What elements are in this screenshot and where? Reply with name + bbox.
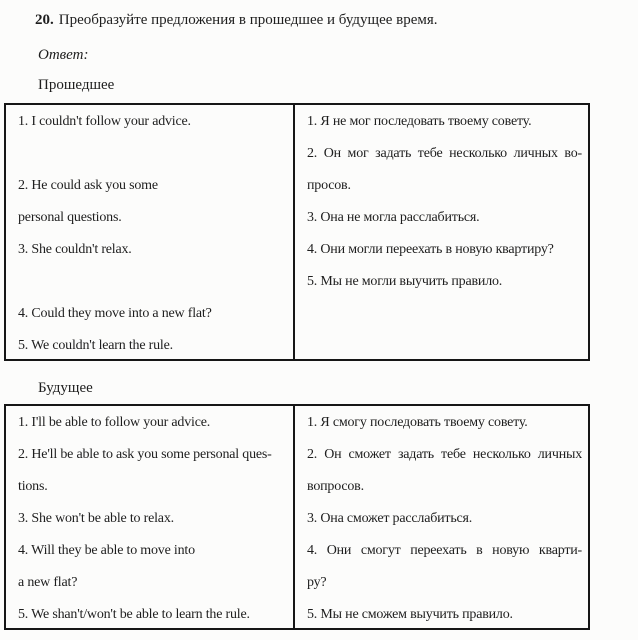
english-line: 1. I'll be able to follow your advice. [18, 415, 211, 430]
russian-line: 3. Она не могла расслабиться. [307, 210, 480, 225]
english-line: personal questions. [18, 210, 122, 225]
answer-label: Ответ: [38, 47, 89, 63]
english-line: 4. Will they be able to move into [18, 543, 195, 558]
russian-line: ру? [307, 575, 327, 590]
past-russian-column [295, 105, 588, 359]
english-line: 5. We shan't/won't be able to learn the rule. [18, 607, 250, 622]
task-number: 20. [35, 12, 54, 28]
task-text: Преобразуйте предложения в прошедшее и будущее время. [58, 12, 438, 28]
russian-line: 4. Они смогут переехать в новую кварти- [307, 543, 582, 558]
russian-line: 5. Мы не сможем выучить правило. [307, 607, 513, 622]
english-line: a new flat? [18, 575, 78, 590]
english-line: 5. We couldn't learn the rule. [18, 338, 173, 353]
english-line: 3. She won't be able to relax. [18, 511, 174, 526]
future-english-column [6, 406, 295, 628]
russian-line: 1. Я не мог последовать твоему совету. [307, 114, 532, 129]
english-line [18, 138, 287, 170]
future-section-heading: Будущее [38, 380, 93, 396]
russian-line: 2. Он мог задать тебе несколько личных во- [307, 146, 582, 161]
english-line: 1. I couldn't follow your advice. [18, 114, 191, 129]
english-line: 2. He could ask you some [18, 178, 158, 193]
russian-line: 5. Мы не могли выучить правило. [307, 274, 503, 289]
past-english-column [6, 105, 295, 359]
task-title [35, 9, 438, 31]
russian-line: 3. Она сможет расслабиться. [307, 511, 473, 526]
russian-line: 2. Он сможет задать тебе несколько личных [307, 447, 582, 462]
english-line: 4. Could they move into a new flat? [18, 306, 212, 321]
russian-line: просов. [307, 178, 351, 193]
russian-line: 4. Они могли переехать в новую квартиру? [307, 242, 554, 257]
future-tense-table [4, 404, 590, 630]
past-tense-table [4, 103, 590, 361]
past-section-heading: Прошедшее [38, 77, 115, 93]
russian-line: вопросов. [307, 479, 364, 494]
english-line: tions. [18, 479, 48, 494]
future-russian-column [295, 406, 588, 628]
russian-line: 1. Я смогу последовать твоему совету. [307, 415, 528, 430]
english-line [18, 266, 287, 298]
english-line: 3. She couldn't relax. [18, 242, 132, 257]
english-line: 2. He'll be able to ask you some personal ques- [18, 447, 272, 462]
